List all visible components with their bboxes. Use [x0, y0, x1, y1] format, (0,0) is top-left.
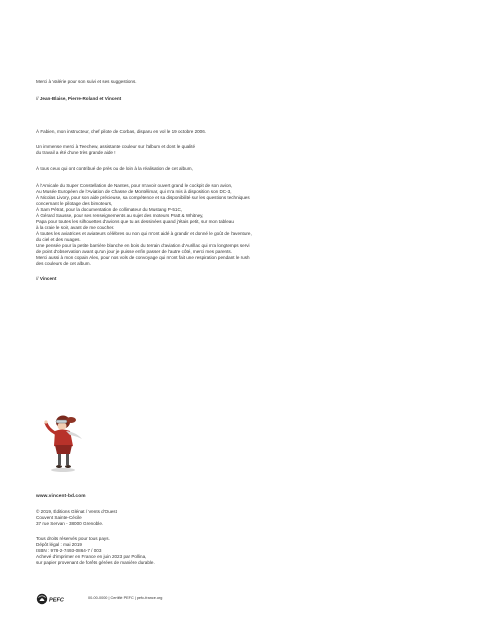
pefc-line-text: 00-00-0000 | Certifié PEFC | pefc-france.org [88, 596, 163, 600]
legal-line: Dépôt légal : mai 2019 [36, 542, 82, 547]
dedication-line: À Fabien, mon instructeur, chef pilote de Corbas, disparu en vol le 19 octobre 2006. [36, 129, 207, 134]
arm-shape [46, 423, 55, 433]
legal-line: Tous droits réservés pour tous pays. [36, 536, 110, 541]
pefc-certification-line [88, 596, 162, 600]
signature-names: Jean-Blaise, Pierre-Roland et Vincent [39, 96, 122, 101]
signature-prefix: // [36, 276, 40, 281]
contributor-line: À l'Amicale du Super Constellation de Nantes, pour m'avoir ouvert grand le cockpit de son avion, [36, 183, 233, 188]
contributor-line: À Sam Pétrat, pour la documentation de collimateur du Mustang P-51C, [36, 207, 183, 212]
contributor-line: À toutes les aviatrices et aviateurs célèbres ou non qui m'ont aidé à grandir et donné le goût de l'aventure, [36, 231, 252, 236]
contributor-line: concernant le pilotage des bimoteurs, [36, 201, 113, 206]
publisher-line: Couvent Sainte-Cécile [36, 515, 82, 520]
contributors-intro: À tous ceux qui ont contribué de près ou de loin à la réalisation de cet album, [36, 166, 193, 171]
website-link[interactable]: www.vincent-bd.com [36, 494, 86, 499]
contributor-line: Une pensée pour la petite barrière blanche en bois du terrain d'aviation d'Aurillac qui m'a longtemps servi [36, 243, 250, 248]
signature-name: Vincent [39, 276, 57, 281]
signature-vincent [36, 276, 56, 282]
teechew-line-2: du travail a été d'une très grande aide ! [36, 150, 116, 155]
boot-right-shape [65, 465, 71, 468]
hand-shape [44, 420, 47, 423]
pefc-brand-text: PEFC [49, 597, 64, 604]
contributor-line: Merci aussi à mon copain Alex, pour nos vols de convoyage qui m'ont fait une respiration pendant le rush [36, 255, 250, 260]
boot-left-shape [56, 465, 62, 468]
aviator-girl-illustration [40, 412, 88, 474]
contributor-line: des couleurs de cet album. [36, 261, 91, 266]
goggles-shape [56, 420, 67, 423]
contributor-line: Papa pour toutes les silhouettes d'avions que tu as dessinées quand j'étais petit, sur mon tableau [36, 219, 234, 224]
contributor-line: du ciel et des nuages. [36, 237, 81, 242]
contributor-line: à la craie le soir, avant de me coucher. [36, 225, 115, 230]
publisher-line: 37 rue Servan - 38000 Grenoble. [36, 521, 104, 526]
contributor-line: Au Musée Européen de l'Aviation de Chasse de Montélimar, qui m'a mis à disposition son DC-3, [36, 189, 232, 194]
teechew-line-1: Un immense merci à Teechew, assistante couleur sur l'album et dont le qualité [36, 144, 196, 149]
contributor-line: À Gérard Sausse, pour ses renseignements au sujet des moteurs Pratt & Whitney, [36, 213, 204, 218]
legal-line: sur papier provenant de forêts gérées de manière durable. [36, 560, 155, 565]
hair-tail-shape [66, 417, 76, 423]
legal-line: Achevé d'imprimer en France en juin 2023 par Pollina, [36, 554, 147, 559]
legal-line: ISBN : 978-2-7493-0864-7 / 003 [36, 548, 102, 553]
thanks-valerie: Merci à Valérie pour son suivi et ses suggestions. [36, 79, 137, 84]
publisher-line: © 2019, Éditions Glénat / Vents d'Ouest [36, 509, 117, 514]
signature-prefix: // [36, 96, 40, 101]
leg-right-shape [66, 454, 69, 465]
skirt-shape [55, 445, 72, 454]
leg-left-shape [58, 454, 61, 465]
signature-authors [36, 96, 121, 102]
contributor-line: de point d'observation avant qu'un jour je puisse enfin passer de l'autre côté, merci mes parents. [36, 249, 232, 254]
contributor-line: À Nicolas Livory, pour son aide précieuse, sa compétence et sa disponibilité sur les questions techniques [36, 195, 250, 200]
ground-shadow-shape [51, 468, 75, 472]
